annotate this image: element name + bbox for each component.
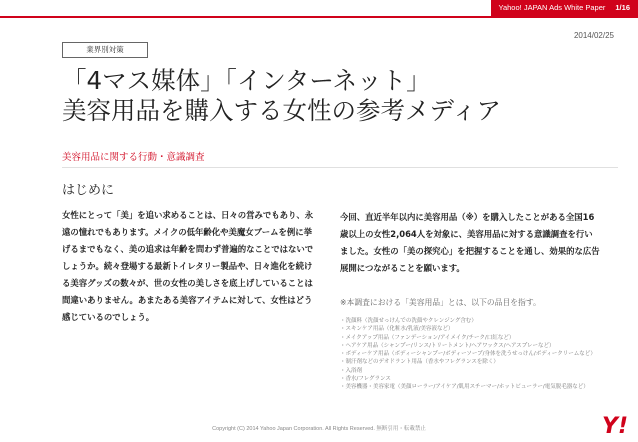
page-title <box>62 66 501 126</box>
doc-title: Yahoo! JAPAN Ads White Paper <box>491 0 612 16</box>
section-heading: はじめに <box>62 183 115 198</box>
list-item: ・ヘアケア用品（シャンプー/リンス/トリートメント/ヘアワックス/ヘアスプレーなど） <box>340 342 555 349</box>
intro-paragraph: 女性にとって「美」を追い求めることは、日々の営みでもあり、永遠の憧れでもあります。メイクの低年齢化や美魔女ブームを例に挙げるまでもなく、美の追求は年齢を問わず普遍的なことではないでしょうか。続々登場する最新トイレタリー製品や、日々進化を続ける美容グッズの数々が、世の女性の美しさを底上げしていることは間違いありません。あまたある美容アイテムに対して、女性はどう感じているのでしょう。 <box>62 210 314 322</box>
list-item: ・メイクアップ用品（ファンデーション/アイメイク/チーク/口紅など） <box>340 334 515 341</box>
subtitle: 美容用品に関する行動・意識調査 <box>62 152 205 163</box>
list-item: ・洗顔料（洗顔せっけんでの洗顔やクレンジング含む） <box>340 318 477 324</box>
header-label <box>491 0 638 16</box>
category-tag: 業界別対策 <box>62 42 148 58</box>
yahoo-logo <box>598 412 632 438</box>
list-item: ・美容機器・美容家電（美顔ローラー/アイケア/肌用スチーマー/ホットビューラー/電気脱毛器など） <box>340 384 589 391</box>
date: 2014/02/25 <box>573 31 614 40</box>
list-item: ・入浴剤 <box>340 367 363 374</box>
list-item: ・制汗剤などのデオドラント用品（香水やフレグランスを除く） <box>340 359 499 366</box>
list-item: ・香水/フレグランス <box>340 376 391 383</box>
title-line-2: 美容用品を購入する女性の参考メディア <box>62 96 502 125</box>
copyright-footer: Copyright (C) 2014 Yahoo Japan Corporation. All Rights Reserved. 無断引用・転載禁止 <box>212 426 426 432</box>
logo-text: Y! <box>602 414 628 438</box>
note-list <box>340 317 625 392</box>
header-rule <box>0 16 638 18</box>
divider <box>62 167 618 168</box>
list-item: ・ボディーケア用品（ボディーシャンプー/ボディーソープ/身体を洗うせっけん/ボディークリームなど） <box>340 351 596 358</box>
page-number: 1/16 <box>611 0 638 16</box>
title-line-1: 「4マス媒体」「インターネット」 <box>62 66 431 95</box>
note: ※本調査における「美容用品」とは、以下の品目を指す。 <box>340 298 541 307</box>
list-item: ・スキンケア用品（化粧水/乳液/美容液など） <box>340 326 454 333</box>
survey-paragraph: 今回、直近半年以内に美容用品（※）を購入したことがある全国16歳以上の女性2,064人を対象に、美容用品に対する意識調査を行いました。女性の「美の探究心」を把握することを通し、効果的な広告展開につながることを願います。 <box>340 212 600 273</box>
